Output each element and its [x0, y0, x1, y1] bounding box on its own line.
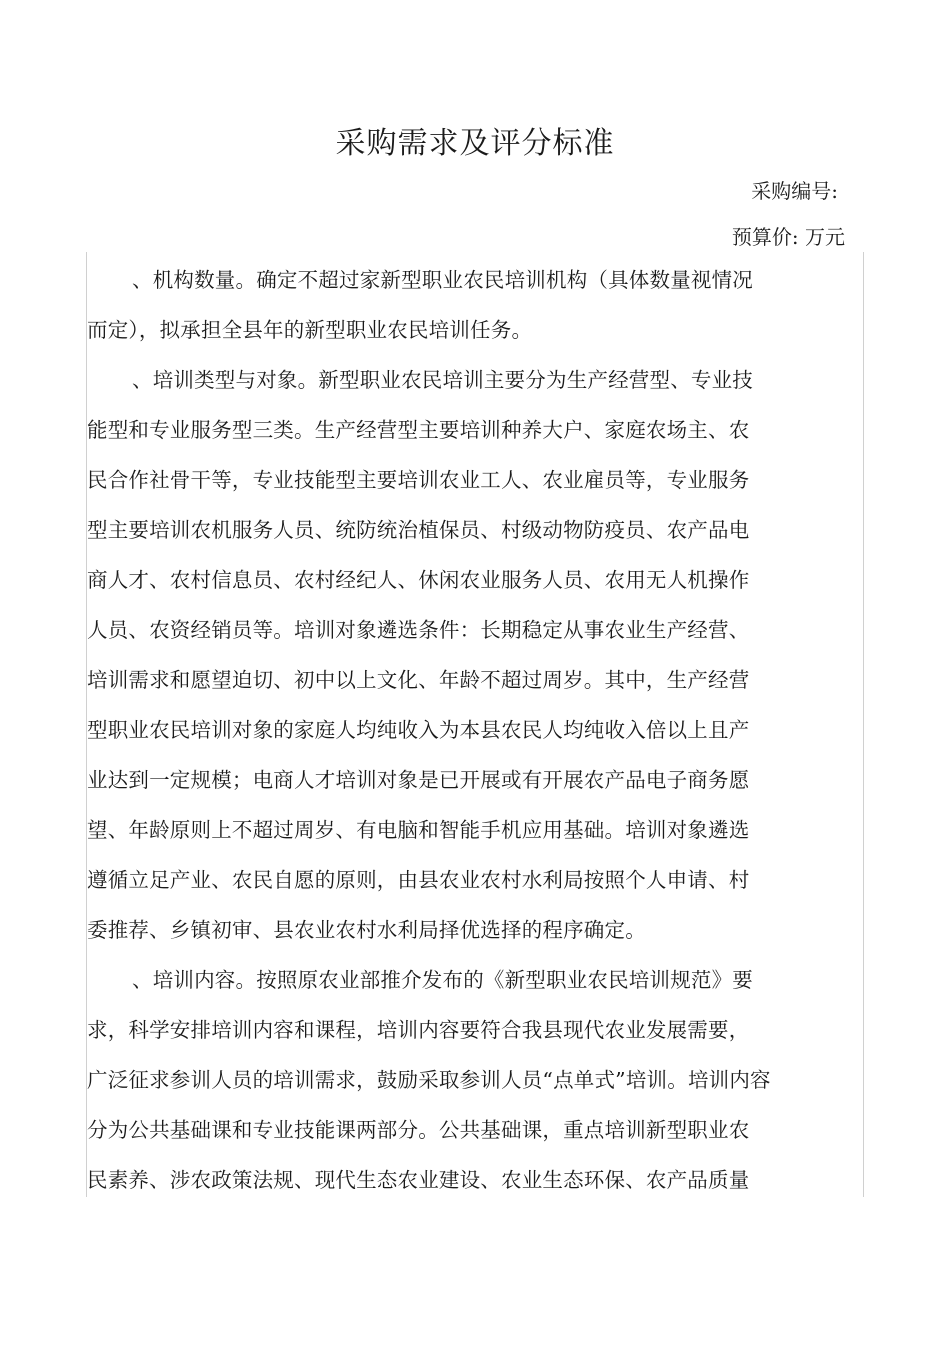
text-line: 、培训内容。按照原农业部推介发布的《新型职业农民培训规范》要 — [132, 968, 753, 992]
text-line: 型职业农民培训对象的家庭人均纯收入为本县农民人均纯收入倍以上且产 — [87, 718, 750, 742]
text-line: 分为公共基础课和专业技能课两部分。公共基础课，重点培训新型职业农 — [87, 1118, 750, 1142]
procurement-number-label: 采购编号: — [751, 179, 838, 203]
text-line: 业达到一定规模；电商人才培训对象是已开展或有开展农产品电子商务愿 — [87, 768, 750, 792]
text-line: 遵循立足产业、农民自愿的原则，由县农业农村水利局按照个人申请、村 — [87, 868, 750, 892]
budget-label: 预算价: 万元 — [731, 225, 845, 249]
body-text — [87, 255, 877, 1205]
text-line: 而定），拟承担全县年的新型职业农民培训任务。 — [87, 318, 533, 342]
text-line: 民素养、涉农政策法规、现代生态农业建设、农业生态环保、农产品质量 — [87, 1168, 750, 1192]
text-line: 委推荐、乡镇初审、县农业农村水利局择优选择的程序确定。 — [87, 918, 646, 942]
text-line: 能型和专业服务型三类。生产经营型主要培训种养大户、家庭农场主、农 — [87, 418, 750, 442]
text-line: 求，科学安排培训内容和课程，培训内容要符合我县现代农业发展需要， — [87, 1018, 750, 1042]
text-line: 望、年龄原则上不超过周岁、有电脑和智能手机应用基础。培训对象遴选 — [87, 818, 750, 842]
text-line: 人员、农资经销员等。培训对象遴选条件：长期稳定从事农业生产经营、 — [87, 618, 750, 642]
text-line: 民合作社骨干等，专业技能型主要培训农业工人、农业雇员等，专业服务 — [87, 468, 750, 492]
text-line: 商人才、农村信息员、农村经纪人、休闲农业服务人员、农用无人机操作 — [87, 568, 750, 592]
text-line: 、机构数量。确定不超过家新型职业农民培训机构（具体数量视情况 — [132, 268, 753, 292]
text-line: 、培训类型与对象。新型职业农民培训主要分为生产经营型、专业技 — [132, 368, 753, 392]
text-line: 广泛征求参训人员的培训需求，鼓励采取参训人员“点单式”培训。培训内容 — [87, 1068, 771, 1092]
page-title: 采购需求及评分标准 — [335, 126, 615, 161]
text-line: 型主要培训农机服务人员、统防统治植保员、村级动物防疫员、农产品电 — [87, 518, 750, 542]
text-line: 培训需求和愿望迫切、初中以上文化、年龄不超过周岁。其中，生产经营 — [87, 668, 750, 692]
